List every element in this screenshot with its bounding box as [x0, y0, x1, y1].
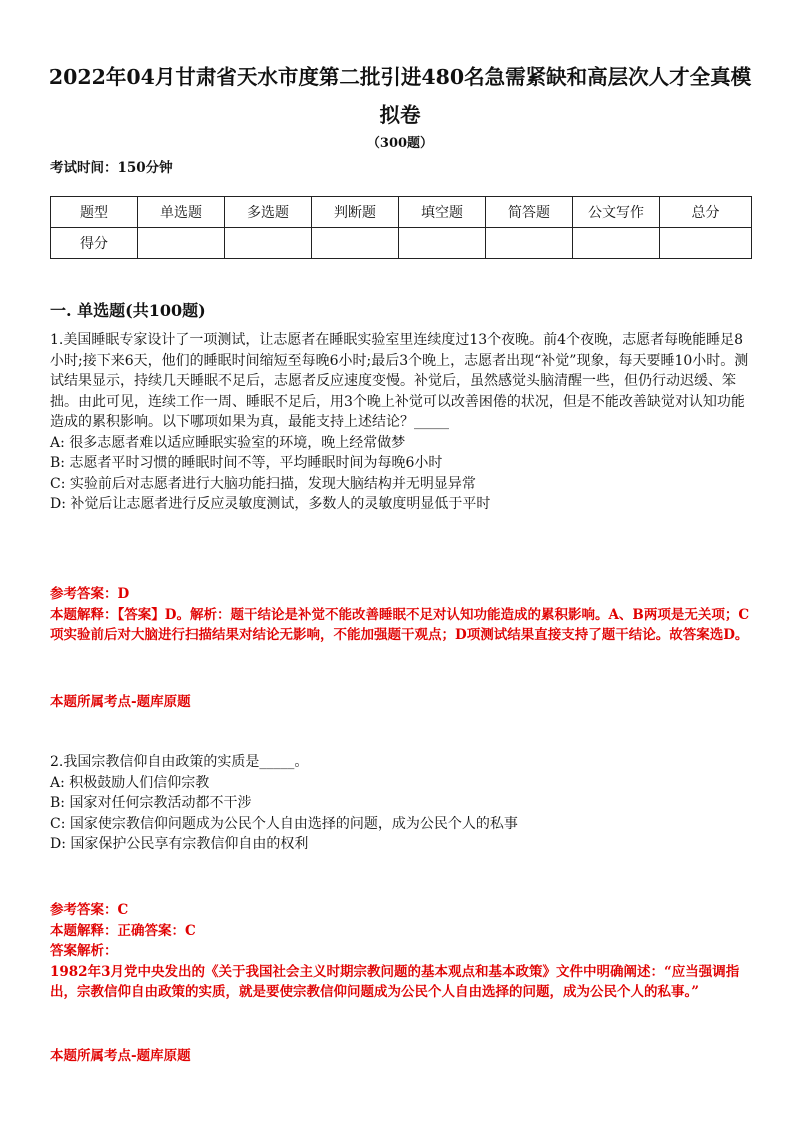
question-stem: 2.我国宗教信仰自由政策的实质是_____。	[50, 754, 309, 770]
score-table-header-row	[51, 197, 752, 228]
analysis-text: 1982年3月党中央发出的《关于我国社会主义时期宗教问题的基本观点和基本政策》文件中明确阐述：“应当强调指出，宗教信仰自由政策的实质，就是要使宗教信仰问题成为公民个人自由选择的问题，成为公民个人的私事。”	[50, 963, 740, 1000]
score-header-cell: 题型	[51, 197, 138, 228]
score-header-cell: 多选题	[225, 197, 312, 228]
document-title: 2022年04月甘肃省天水市度第二批引进480名急需紧缺和高层次人才全真模拟卷	[48, 65, 752, 127]
score-header-cell: 填空题	[399, 197, 486, 228]
score-header-cell: 单选题	[138, 197, 225, 228]
topic-label: 本题所属考点-题库原题	[50, 694, 191, 710]
topic-1	[50, 692, 750, 713]
question-2	[50, 752, 750, 855]
option-b: B: 志愿者平时习惯的睡眠时间不等，平均睡眠时间为每晚6小时	[50, 455, 443, 471]
score-header-cell: 简答题	[486, 197, 573, 228]
score-header-cell: 判断题	[312, 197, 399, 228]
score-cell	[573, 228, 660, 259]
score-cell	[312, 228, 399, 259]
score-header-cell: 总分	[660, 197, 752, 228]
option-b: B: 国家对任何宗教活动都不干涉	[50, 795, 252, 811]
topic-label: 本题所属考点-题库原题	[50, 1048, 191, 1064]
score-header-cell: 公文写作	[573, 197, 660, 228]
topic-2	[50, 1046, 750, 1067]
exam-time: 考试时间：150分钟	[50, 160, 173, 176]
option-c: C: 国家使宗教信仰问题成为公民个人自由选择的问题，成为公民个人的私事	[50, 815, 518, 832]
explanation: 本题解释：正确答案：C	[50, 922, 196, 939]
score-table-score-row	[51, 228, 752, 259]
score-cell	[225, 228, 312, 259]
reference-answer: 参考答案：D	[50, 586, 130, 602]
explanation: 本题解释：【答案】D。解析：题干结论是补觉不能改善睡眠不足对认知功能造成的累积影响。A、B两项是无关项；C项实验前后对大脑进行扫描结果对结论无影响，不能加强题干观点；D项测试结果直接支持了题干结论。故答案选D。	[50, 606, 750, 643]
question-stem: 1.美国睡眠专家设计了一项测试，让志愿者在睡眠实验室里连续度过13个夜晚。前4个夜晚，志愿者每晚能睡足8小时;接下来6天，他们的睡眠时间缩短至每晚6小时;最后3个晚上，志愿者出现“补觉”现象，每天要睡10小时。测试结果显示，持续几天睡眠不足后，志愿者反应速度变慢。补觉后，虽然感觉头脑清醒一些，但仍行动迟缓、笨拙。由此可见，连续工作一周、睡眠不足后，用3个晚上补觉可以改善困倦的状况，但是不能改善缺觉对认知功能造成的累积影响。以下哪项如果为真，最能支持上述结论？_____	[50, 332, 749, 430]
score-cell	[486, 228, 573, 259]
option-d: D: 国家保护公民享有宗教信仰自由的权利	[50, 836, 309, 852]
score-table	[50, 196, 752, 259]
question-1	[50, 330, 750, 515]
score-cell	[399, 228, 486, 259]
answer-block-2	[50, 900, 750, 1003]
option-a: A: 很多志愿者难以适应睡眠实验室的环境，晚上经常做梦	[50, 434, 406, 451]
option-a: A: 积极鼓励人们信仰宗教	[50, 774, 210, 791]
answer-block-1	[50, 584, 750, 646]
score-cell	[660, 228, 752, 259]
analysis-label: 答案解析：	[50, 943, 118, 959]
option-d: D: 补觉后让志愿者进行反应灵敏度测试，多数人的灵敏度明显低于平时	[50, 496, 491, 512]
option-c: C: 实验前后对志愿者进行大脑功能扫描，发现大脑结构并无明显异常	[50, 475, 476, 492]
score-cell	[138, 228, 225, 259]
reference-answer: 参考答案：C	[50, 902, 129, 918]
section-title: 一. 单选题(共100题)	[50, 301, 206, 320]
score-row-label: 得分	[51, 228, 138, 259]
question-count: （300题）	[366, 136, 434, 151]
